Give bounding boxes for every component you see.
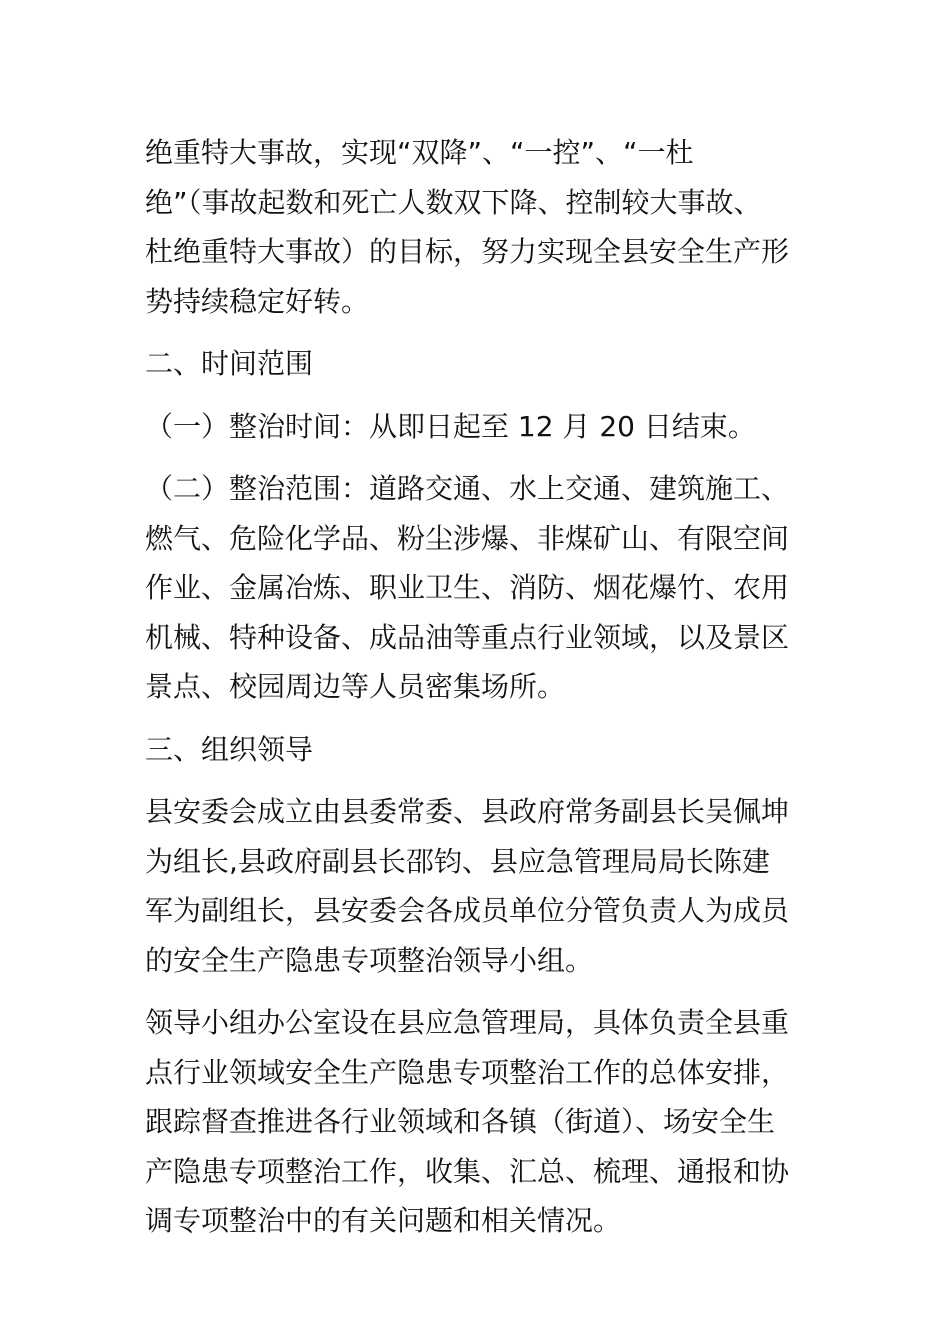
section-heading: 二、时间范围 xyxy=(145,347,314,380)
text-line: 县安委会成立由县委常委、县政府常务副县长吴佩坤 xyxy=(145,795,790,828)
text-line: （一）整治时间：从即日起至 12 月 20 日结束。 xyxy=(145,409,756,443)
text-line: 景点、校园周边等人员密集场所。 xyxy=(145,670,566,703)
section-heading-time-range xyxy=(145,339,815,389)
text-line: （二）整治范围：道路交通、水上交通、建筑施工、 xyxy=(145,472,790,505)
text-line: 作业、金属冶炼、职业卫生、消防、烟花爆竹、农用 xyxy=(145,571,790,604)
text-line: 跟踪督查推进各行业领域和各镇（街道）、场安全生 xyxy=(145,1105,776,1138)
text-line: 的安全生产隐患专项整治领导小组。 xyxy=(145,943,594,977)
paragraph-office xyxy=(145,998,815,1246)
text-line: 为组长,县政府副县长邵钧、县应急管理局局长陈建 xyxy=(145,844,770,878)
text-line: 军为副组长，县安委会各成员单位分管负责人为成员 xyxy=(145,894,790,927)
text-line: 机械、特种设备、成品油等重点行业领域，以及景区 xyxy=(145,620,790,654)
text-line: 杜绝重特大事故）的目标，努力实现全县安全生产形 xyxy=(145,235,790,268)
document-page xyxy=(145,128,815,1246)
section-heading: 三、组织领导 xyxy=(145,732,314,766)
paragraph-rectification-time xyxy=(145,402,815,452)
paragraph-rectification-scope xyxy=(145,464,815,712)
text-line: 产隐患专项整治工作，收集、汇总、梳理、通报和协 xyxy=(145,1154,790,1188)
section-heading-leadership xyxy=(145,725,815,775)
text-line: 领导小组办公室设在县应急管理局，具体负责全县重 xyxy=(145,1006,790,1039)
text-line: 调专项整治中的有关问题和相关情况。 xyxy=(145,1204,622,1237)
text-line: 燃气、危险化学品、粉尘涉爆、非煤矿山、有限空间 xyxy=(145,521,790,555)
text-line: 势持续稳定好转。 xyxy=(145,284,370,318)
text-line: 绝重特大事故，实现“双降”、“一控”、“一杜 xyxy=(145,136,694,169)
paragraph-leading-group xyxy=(145,787,815,985)
paragraph-goal xyxy=(145,128,815,326)
text-line: 点行业领域安全生产隐患专项整治工作的总体安排， xyxy=(145,1055,790,1089)
text-line: 绝”（事故起数和死亡人数双下降、控制较大事故、 xyxy=(145,185,762,219)
